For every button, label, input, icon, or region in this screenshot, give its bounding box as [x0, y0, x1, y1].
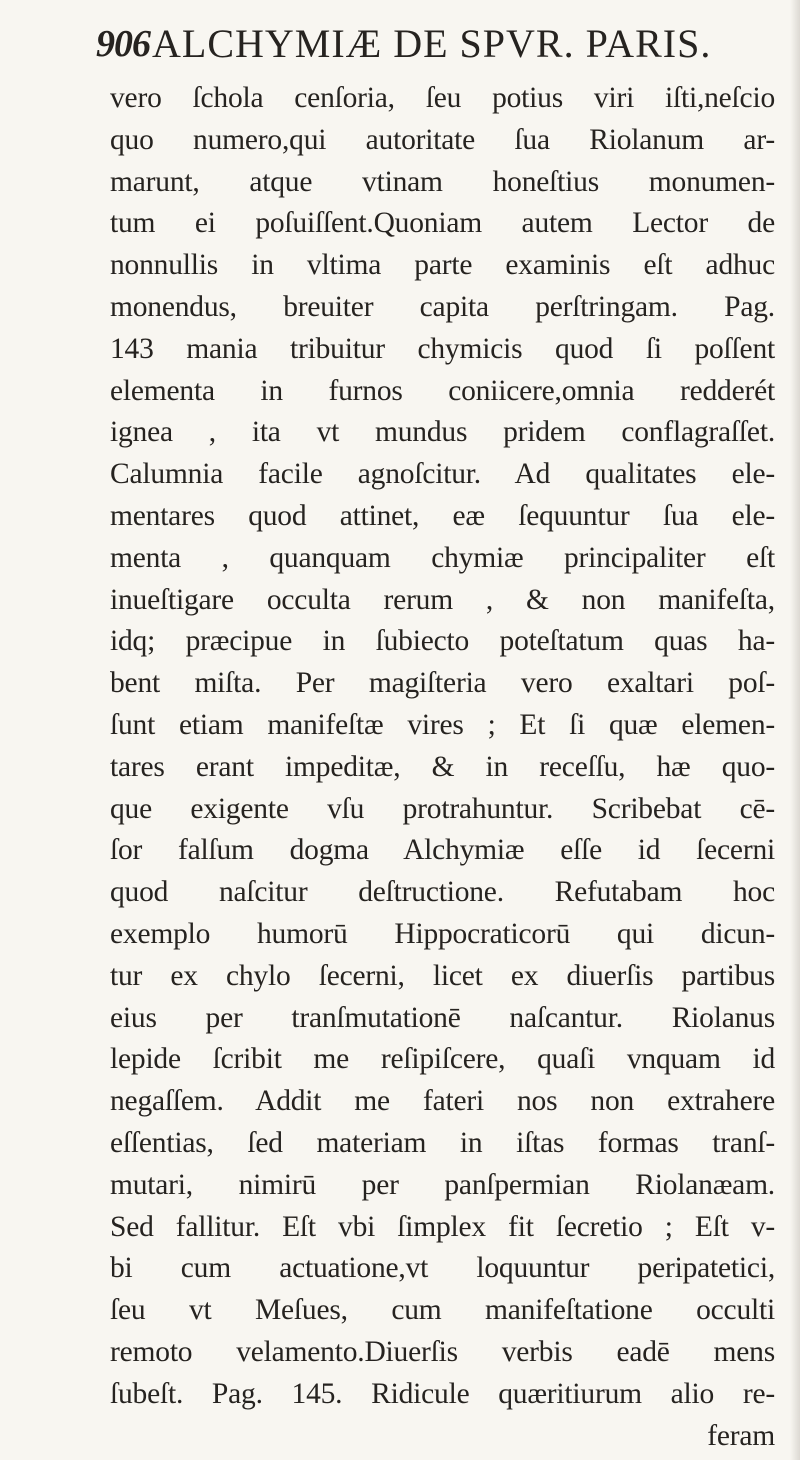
- text-line: tares erant impeditæ, & in receſſu, hæ quo-: [110, 750, 775, 783]
- text-line: tum ei poſuiſſent.Quoniam autem Lector de: [110, 207, 775, 240]
- text-line: menta , quanquam chymiæ principaliter eſt: [110, 541, 775, 574]
- text-line: vero ſchola cenſoria, ſeu potius viri iſti,neſcio: [110, 82, 775, 114]
- text-line: Calumnia facile agnoſcitur. Ad qualitates ele-: [110, 458, 775, 491]
- body-text: [110, 78, 775, 1457]
- text-line: eius per tranſmutationē naſcantur. Riolanus: [110, 1001, 775, 1034]
- page-edge-shadow: [790, 0, 800, 1460]
- text-line: idq; præcipue in ſubiecto poteſtatum quas ha-: [110, 625, 775, 658]
- text-line: quod naſcitur deſtructione. Refutabam hoc: [110, 876, 775, 909]
- text-line: ignea , ita vt mundus pridem conflagraſſet.: [110, 416, 775, 449]
- text-line: feram: [707, 1419, 775, 1452]
- text-line: negaſſem. Addit me fateri nos non extrahere: [110, 1085, 775, 1118]
- text-line: tur ex chylo ſecerni, licet ex diuerſis partibus: [110, 959, 775, 992]
- text-line: eſſentias, ſed materiam in iſtas formas tranſ-: [110, 1126, 775, 1159]
- text-line: exemplo humorū Hippocraticorū qui dicun-: [110, 917, 775, 950]
- text-line: marunt, atque vtinam honeſtius monumen-: [110, 165, 775, 198]
- page-header: [96, 16, 776, 76]
- page-number: 906: [96, 23, 150, 65]
- text-line: ſunt etiam manifeſtæ vires ; Et ſi quæ elemen-: [110, 708, 775, 741]
- text-line: Sed fallitur. Eſt vbi ſimplex fit ſecretio ; Eſt v-: [110, 1210, 775, 1243]
- text-line: inueſtigare occulta rerum , & non manifeſta,: [110, 583, 775, 616]
- text-line: remoto velamento.Diuerſis verbis eadē mens: [110, 1335, 775, 1368]
- text-line: que exigente vſu protrahuntur. Scribebat cē-: [110, 792, 775, 825]
- text-line: mutari, nimirū per panſpermian Riolanæam.: [110, 1168, 775, 1201]
- text-line: lepide ſcribit me reſipiſcere, quaſi vnquam id: [110, 1043, 775, 1076]
- text-line: ſeu vt Meſues, cum manifeſtatione occulti: [110, 1294, 775, 1327]
- text-line: 143 mania tribuitur chymicis quod ſi poſſent: [110, 332, 775, 365]
- text-line: elementa in furnos coniicere,omnia redderét: [110, 374, 775, 407]
- text-line: ſubeſt. Pag. 145. Ridicule quæritiurum alio re-: [110, 1377, 775, 1410]
- text-line: bent miſta. Per magiſteria vero exaltari poſ-: [110, 667, 775, 700]
- running-head: ALCHYMIÆ DE SPVR. PARIS.: [152, 21, 712, 66]
- text-line: mentares quod attinet, eæ ſequuntur ſua ele-: [110, 499, 775, 532]
- text-line: ſor falſum dogma Alchymiæ eſſe id ſecerni: [110, 834, 775, 867]
- text-line: quo numero,qui autoritate ſua Riolanum ar-: [110, 123, 775, 156]
- text-line: monendus, breuiter capita perſtringam. Pag.: [110, 290, 775, 323]
- text-line: nonnullis in vltima parte examinis eſt adhuc: [110, 249, 775, 282]
- text-line: bi cum actuatione,vt loquuntur peripatetici,: [110, 1252, 775, 1285]
